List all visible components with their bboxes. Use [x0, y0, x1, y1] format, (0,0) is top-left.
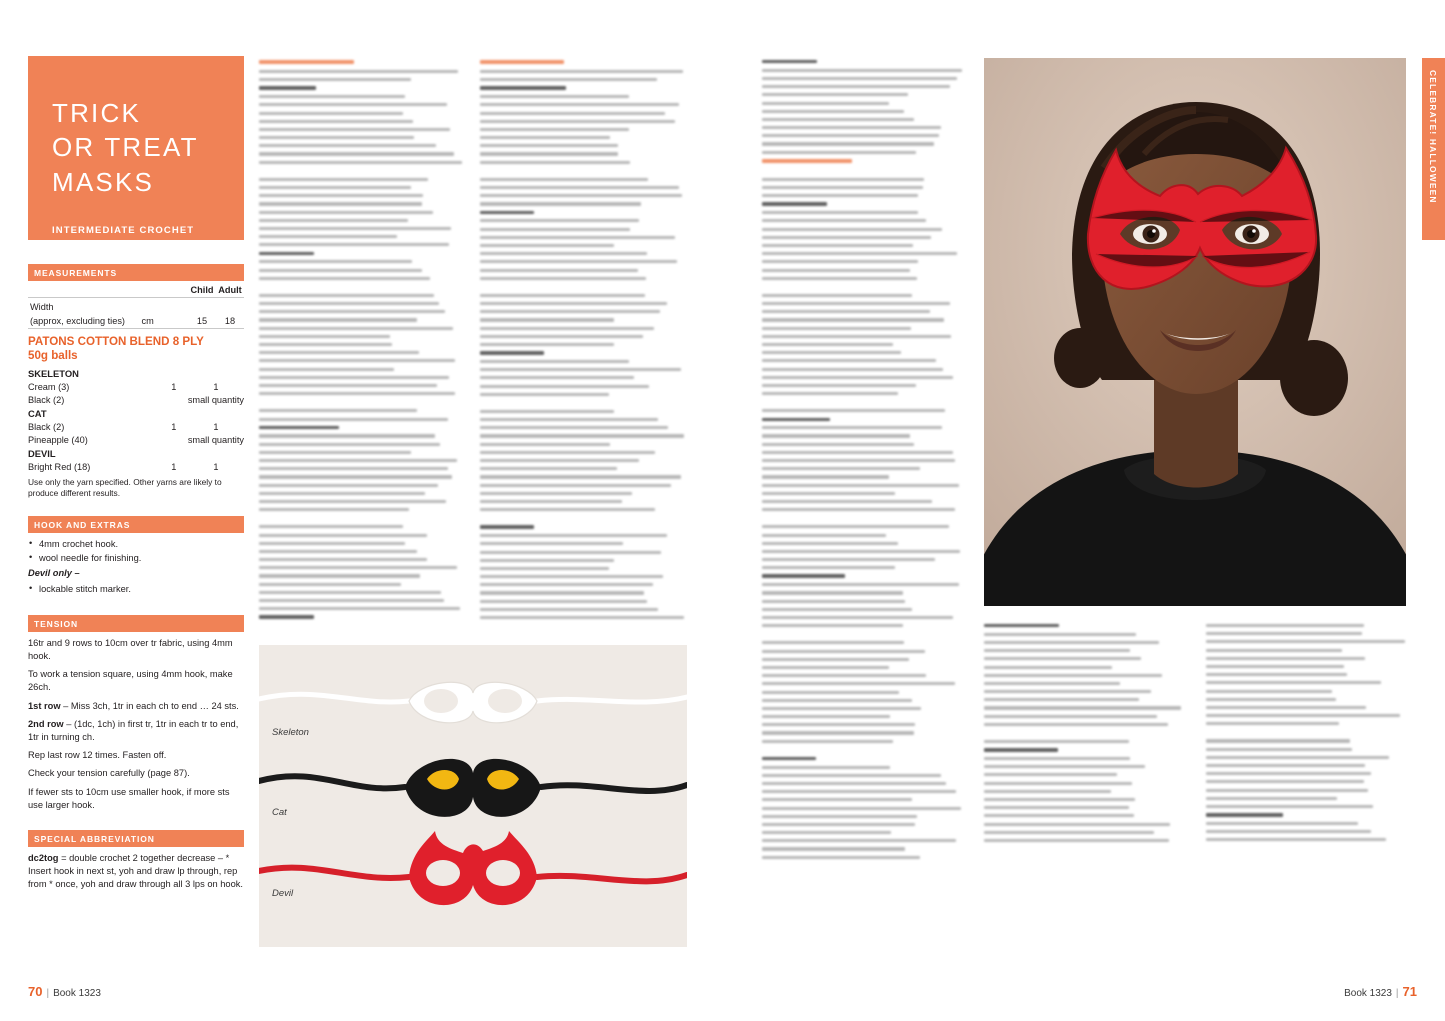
tension-row-1-text: – Miss 3ch, 1tr in each ch to end … 24 sts. [60, 700, 239, 711]
table-row [28, 433, 244, 446]
masks-photo-art [259, 645, 687, 947]
yarn-row-child [160, 393, 188, 406]
yarn-row-label: Cream (3) [28, 381, 70, 392]
tension-paragraph-3: Rep last row 12 times. Fasten off. [28, 750, 167, 761]
yarn-row-adult: 1 [213, 381, 219, 392]
tension-row-1 [28, 700, 244, 713]
page-number-right: 71 [1402, 984, 1417, 999]
measurements-col-adult: Adult [218, 285, 242, 295]
yarn-group-cat: CAT [28, 407, 47, 419]
section-tab-label: CELEBRATE! HALLOWEEN [1428, 70, 1438, 204]
photo-caption-cat: Cat [272, 807, 287, 818]
yarn-row-child: 1 [171, 421, 177, 432]
footer-book-left: Book 1323 [53, 988, 101, 999]
title-block [28, 56, 244, 240]
footer-separator-left: | [46, 988, 50, 999]
measurements-heading: MEASUREMENTS [28, 264, 244, 281]
tension-heading: TENSION [28, 615, 244, 632]
measurements-col-child: Child [190, 285, 214, 295]
special-abbreviation-text [28, 852, 244, 892]
tension-paragraph-2: To work a tension square, using 4mm hook, make 26ch. [28, 669, 233, 693]
footer-right [1344, 984, 1417, 999]
table-row [28, 420, 244, 433]
tension-paragraph-5: If fewer sts to 10cm use smaller hook, if more sts use larger hook. [28, 786, 230, 810]
table-row [28, 460, 244, 473]
measurements-unit: cm [141, 316, 154, 326]
tension-row-2-text: – (1dc, 1ch) in first tr, 1tr in each tr to end, 1tr in turning ch. [28, 718, 239, 743]
yarn-row-label: Black (2) [28, 421, 65, 432]
page-title [52, 96, 220, 199]
tension-paragraph-1: 16tr and 9 rows to 10cm over tr fabric, using 4mm hook. [28, 637, 233, 662]
yarn-group-skeleton: SKELETON [28, 367, 79, 379]
table-row [28, 380, 244, 393]
model-photo-art [984, 58, 1406, 606]
yarn-row-label: Bright Red (18) [28, 461, 91, 472]
yarn-ball-size: 50g balls [28, 349, 78, 363]
instructions-column-4 [984, 624, 1184, 856]
tension-row-1-label: 1st row [28, 700, 61, 711]
difficulty-level: INTERMEDIATE CROCHET [52, 224, 195, 236]
footer-left [28, 984, 101, 999]
measurements-row-label-2: (approx, excluding ties) [30, 316, 125, 326]
page-title-line-1: TRICK [52, 98, 141, 128]
yarn-group-devil: DEVIL [28, 447, 56, 459]
page-title-line-2: OR TREAT [52, 132, 199, 163]
tension-row-2 [28, 718, 244, 744]
left-column [28, 56, 244, 892]
yarn-row-adult: small quantity [187, 394, 244, 405]
hook-heading: HOOK AND EXTRAS [28, 516, 244, 533]
devil-hook-list [28, 583, 244, 596]
list-item: • 4mm crochet hook. [28, 538, 244, 551]
yarn-table [28, 366, 244, 473]
instructions-column-2 [480, 60, 687, 624]
footer-separator-right: | [1395, 988, 1399, 999]
yarn-row-adult: small quantity [187, 434, 244, 445]
yarn-brand: PATONS COTTON BLEND 8 PLY [28, 335, 204, 348]
yarn-row-adult: 1 [213, 421, 219, 432]
list-item: • lockable stitch marker. [28, 583, 244, 596]
page-number-left: 70 [28, 984, 43, 999]
measurements-row-label-1: Width [30, 302, 54, 312]
yarn-row-child: 1 [171, 461, 177, 472]
yarn-row-label: Pineapple (40) [28, 434, 88, 445]
special-abbreviation-definition: = double crochet 2 together decrease – * Insert hook in next st, yoh and draw lp through, rep from * once, yoh and draw through all 3 lps on hook. [28, 852, 243, 890]
table-row [28, 393, 244, 406]
measurements-adult-value: 18 [224, 316, 236, 326]
model-photo [984, 58, 1406, 606]
special-abbreviation-heading: SPECIAL ABBREVIATION [28, 830, 244, 847]
page-title-line-3: MASKS [52, 166, 155, 197]
yarn-row-child: 1 [171, 381, 177, 392]
yarn-note: Use only the yarn specified. Other yarns are likely to produce different results. [28, 477, 222, 498]
yarn-row-adult: 1 [213, 461, 219, 472]
devil-only-label: Devil only – [28, 568, 80, 579]
measurements-table [28, 283, 244, 329]
yarn-row-label: Black (2) [28, 394, 65, 405]
special-abbreviation-term: dc2tog [28, 852, 59, 863]
measurements-child-value: 15 [196, 316, 208, 326]
section-tab [1422, 58, 1445, 240]
masks-photo [259, 645, 687, 947]
tension-row-2-label: 2nd row [28, 718, 64, 729]
yarn-row-child [160, 433, 188, 446]
footer-book-right: Book 1323 [1344, 988, 1392, 999]
photo-caption-skeleton: Skeleton [272, 727, 309, 738]
instructions-column-3 [762, 60, 962, 873]
hook-list [28, 538, 244, 565]
instructions-column-5 [1206, 624, 1406, 855]
instructions-column-1 [259, 60, 466, 624]
photo-caption-devil: Devil [272, 888, 294, 899]
tension-paragraph-4: Check your tension carefully (page 87). [28, 768, 190, 779]
list-item: • wool needle for finishing. [28, 552, 244, 565]
